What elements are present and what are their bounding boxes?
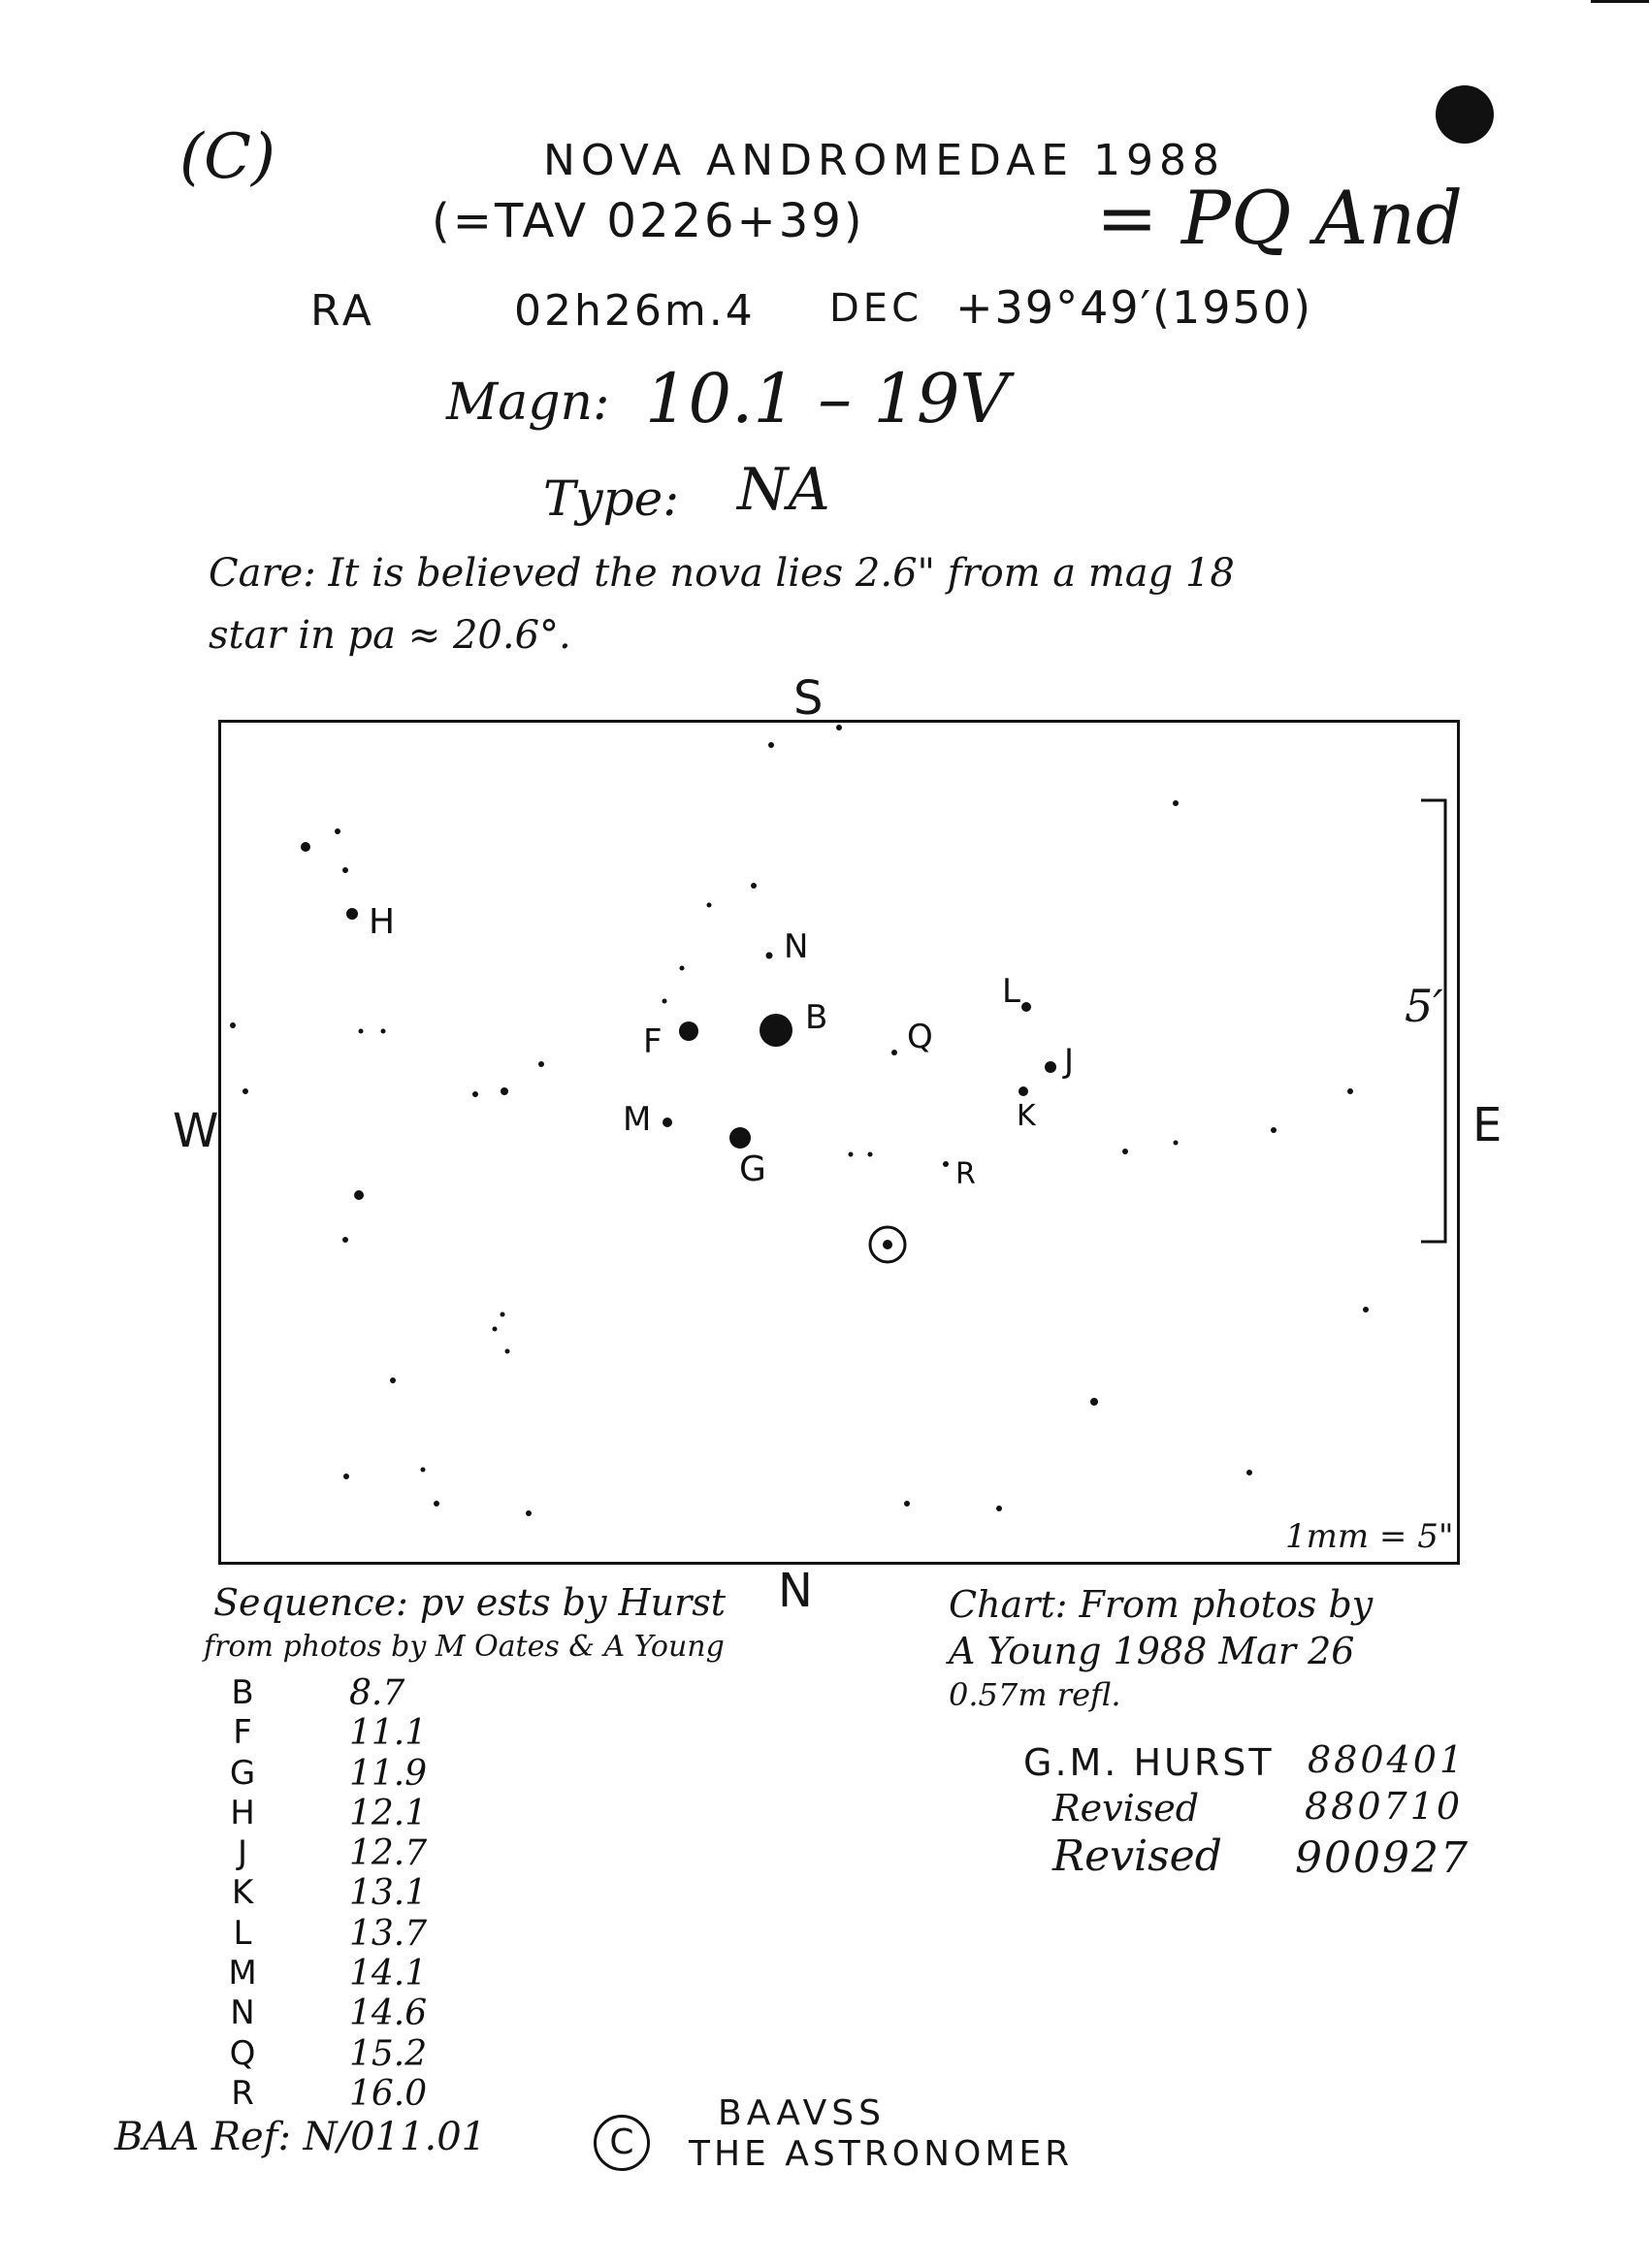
sequence-magnitude: 13.1 [349, 1873, 428, 1914]
organization: BAAVSS [718, 2093, 886, 2133]
field-star [1122, 1149, 1128, 1154]
sequence-star: B [231, 1673, 254, 1712]
type-label: Type: [543, 470, 680, 527]
field-star [1173, 800, 1179, 806]
star-K-mark [1018, 1086, 1028, 1096]
star-N-mark [766, 953, 773, 959]
direction-east: E [1472, 1098, 1503, 1152]
sequence-magnitude: 16.0 [349, 2073, 428, 2114]
field-star [501, 1087, 508, 1095]
star-G-label: G [739, 1150, 766, 1189]
revised-label: Revised [1052, 1831, 1222, 1881]
care-note-line1: Care: It is believed the nova lies 2.6" from a mag 18 [209, 551, 1235, 596]
chart-source-line1: Chart: From photos by [949, 1583, 1374, 1626]
field-star [242, 1088, 248, 1094]
sequence-source-line2: from photos by M Oates & A Young [204, 1630, 725, 1664]
ra-value: 02h26m.4 [514, 286, 756, 336]
type-value: NA [737, 456, 830, 524]
field-star [501, 1312, 505, 1317]
sequence-magnitude: 13.7 [349, 1913, 428, 1954]
ra-label: RA [310, 286, 375, 336]
star-R-mark [943, 1161, 949, 1167]
field-star [1090, 1398, 1098, 1406]
star-N-label: N [784, 927, 809, 966]
star-F-label: F [643, 1022, 663, 1061]
field-star [390, 1377, 396, 1383]
scale-bar-label: 5′ [1405, 980, 1443, 1032]
field-star [493, 1327, 498, 1332]
star-M-label: M [623, 1100, 652, 1139]
star-H-mark [346, 908, 358, 920]
variable-alias: = PQ And [1096, 175, 1463, 261]
sequence-magnitude: 14.6 [349, 1993, 428, 2034]
field-star [836, 725, 842, 730]
field-star [849, 1152, 854, 1157]
field-star [505, 1349, 510, 1354]
field-star [434, 1501, 439, 1507]
star-J-label: J [1064, 1042, 1075, 1081]
dec-label: DEC [829, 286, 923, 331]
copyright-symbol: C [609, 2122, 634, 2162]
star-H-label: H [369, 902, 396, 942]
field-star [1363, 1307, 1369, 1312]
field-star [359, 1029, 364, 1034]
author-name: G.M. HURST [1023, 1741, 1275, 1784]
sequence-star: L [233, 1913, 252, 1953]
field-star [230, 1022, 236, 1028]
sequence-star: R [231, 2073, 254, 2113]
field-star [707, 903, 712, 908]
field-star [1174, 1141, 1179, 1146]
sequence-magnitude: 14.1 [349, 1954, 428, 1994]
star-Q-mark [891, 1050, 897, 1055]
field-star [663, 999, 667, 1004]
sequence-magnitude: 11.1 [349, 1713, 428, 1754]
star-M-mark [663, 1118, 672, 1127]
star-Q-label: Q [907, 1018, 933, 1056]
field-star [381, 1029, 386, 1034]
sequence-star: M [228, 1954, 257, 1993]
sequence-star: J [237, 1833, 248, 1873]
plate-scale: 1mm = 5" [1285, 1517, 1454, 1556]
direction-west: W [173, 1104, 219, 1158]
field-star [1347, 1088, 1353, 1094]
revised-date: 880710 [1305, 1785, 1464, 1828]
star-F-mark [679, 1021, 698, 1041]
field-star [751, 883, 757, 889]
sequence-star: G [229, 1753, 256, 1793]
magnitude-value: 10.1 – 19V [645, 359, 1009, 438]
star-B-label: B [805, 998, 828, 1037]
field-star [342, 867, 348, 873]
care-note-line2: star in pa ≈ 20.6°. [209, 613, 571, 658]
field-star [526, 1510, 532, 1516]
nova-position-dot [883, 1240, 892, 1249]
original-date: 880401 [1308, 1738, 1467, 1781]
field-star [421, 1468, 426, 1473]
star-R-label: R [955, 1157, 976, 1191]
chart-source-line2: A Young 1988 Mar 26 [949, 1630, 1355, 1672]
field-star [1271, 1127, 1277, 1133]
field-star [868, 1152, 873, 1157]
sequence-magnitude: 15.2 [349, 2033, 428, 2074]
star-G-mark [729, 1127, 751, 1149]
star-B-mark [760, 1014, 792, 1047]
revised-label: Revised [1052, 1787, 1200, 1830]
chart-title: NOVA ANDROMEDAE 1988 [543, 136, 1225, 185]
dec-value: +39°49′(1950) [955, 281, 1313, 334]
sequence-star: Q [229, 2033, 256, 2073]
field-star [354, 1190, 364, 1200]
sequence-star: F [233, 1713, 252, 1753]
field-star [996, 1506, 1002, 1511]
star-L-label: L [1002, 972, 1020, 1011]
sequence-magnitude: 12.7 [349, 1833, 428, 1874]
revised-date: 900927 [1295, 1833, 1470, 1883]
sequence-star: H [230, 1793, 255, 1832]
field-star [680, 966, 685, 971]
star-J-mark [1045, 1061, 1056, 1073]
designation: (=TAV 0226+39) [432, 194, 865, 248]
field-star [343, 1474, 349, 1479]
sequence-magnitude: 12.1 [349, 1793, 428, 1833]
baa-reference: BAA Ref: N/011.01 [114, 2115, 487, 2159]
direction-south: S [793, 671, 824, 726]
field-star [768, 742, 774, 748]
publisher: THE ASTRONOMER [689, 2134, 1074, 2174]
field-star [472, 1091, 478, 1097]
sequence-magnitude: 8.7 [349, 1673, 405, 1713]
direction-north: N [778, 1564, 813, 1618]
chart-source-line3: 0.57m refl. [949, 1676, 1121, 1713]
copyright-icon [594, 2115, 650, 2171]
sequence-star: N [230, 1993, 255, 2033]
field-star [301, 842, 310, 852]
magnitude-label: Magn: [446, 373, 610, 432]
sequence-source-line1: Sequence: pv ests by Hurst [213, 1581, 727, 1624]
field-star [342, 1237, 348, 1243]
sequence-star: K [231, 1873, 254, 1913]
field-star [1246, 1470, 1252, 1475]
sequence-magnitude: 11.9 [349, 1753, 428, 1794]
field-star [538, 1061, 544, 1067]
section-mark: (C) [179, 121, 275, 193]
field-star [904, 1501, 910, 1507]
star-L-mark [1021, 1002, 1031, 1012]
field-star [335, 828, 340, 834]
star-K-label: K [1017, 1099, 1036, 1133]
